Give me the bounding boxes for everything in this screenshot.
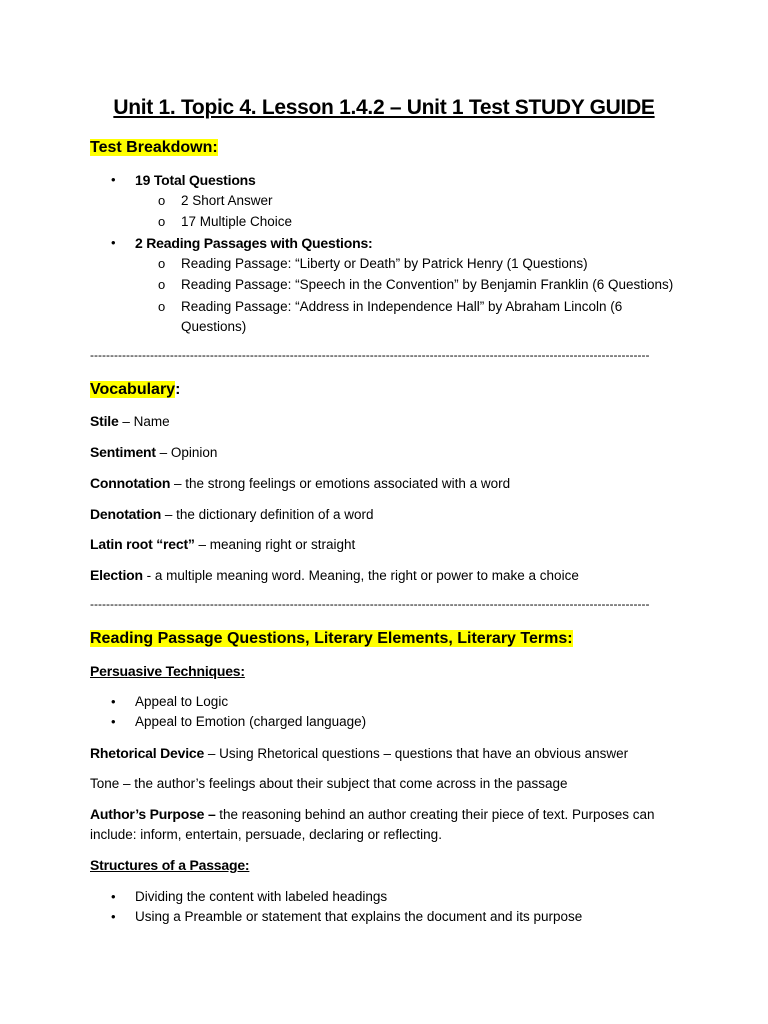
bullet-dot: •	[111, 694, 116, 709]
test-breakdown-heading: Test Breakdown:	[90, 139, 218, 156]
breakdown-item-passages: 2 Reading Passages with Questions:	[135, 235, 373, 251]
bullet-dot: •	[111, 909, 116, 924]
structures-heading: Structures of a Passage:	[90, 857, 250, 873]
persuasive-item: Appeal to Logic	[135, 694, 229, 709]
vocab-entry: Latin root “rect” – meaning right or straight	[90, 536, 356, 552]
bullet-dot: •	[111, 172, 116, 187]
structure-item: Using a Preamble or statement that explains the document and its purpose	[135, 909, 583, 924]
breakdown-subitem-cont: Questions)	[181, 319, 247, 334]
breakdown-subitem: 17 Multiple Choice	[181, 214, 293, 229]
vocab-entry: Denotation – the dictionary definition of a word	[90, 506, 374, 522]
circle-bullet: o	[158, 193, 166, 208]
divider-line: --------------------------------------------------------------------------------------------------------------------------------------------	[90, 597, 650, 611]
authors-purpose-entry: Author’s Purpose – the reasoning behind an author creating their piece of text. Purposes can	[90, 806, 655, 822]
circle-bullet: o	[158, 277, 166, 292]
divider-line: --------------------------------------------------------------------------------------------------------------------------------------------	[90, 348, 650, 362]
breakdown-subitem: 2 Short Answer	[181, 193, 273, 208]
breakdown-subitem: Reading Passage: “Liberty or Death” by Patrick Henry (1 Questions)	[181, 256, 588, 271]
persuasive-item: Appeal to Emotion (charged language)	[135, 714, 367, 729]
vocab-entry: Stile – Name	[90, 413, 170, 429]
breakdown-subitem: Reading Passage: “Address in Independence Hall” by Abraham Lincoln (6	[181, 299, 623, 314]
persuasive-techniques-heading: Persuasive Techniques:	[90, 663, 245, 679]
rhetorical-device-entry: Rhetorical Device – Using Rhetorical questions – questions that have an obvious answer	[90, 745, 629, 761]
structure-item: Dividing the content with labeled headings	[135, 889, 388, 904]
circle-bullet: o	[158, 256, 166, 271]
vocab-entry: Election - a multiple meaning word. Meaning, the right or power to make a choice	[90, 567, 579, 583]
circle-bullet: o	[158, 299, 166, 314]
vocabulary-heading: Vocabulary:	[90, 381, 181, 398]
authors-purpose-cont: include: inform, entertain, persuade, declaring or reflecting.	[90, 827, 442, 842]
literary-heading: Reading Passage Questions, Literary Elements, Literary Terms:	[90, 630, 573, 647]
circle-bullet: o	[158, 214, 166, 229]
breakdown-subitem: Reading Passage: “Speech in the Convention” by Benjamin Franklin (6 Questions)	[181, 277, 674, 292]
bullet-dot: •	[111, 235, 116, 250]
bullet-dot: •	[111, 714, 116, 729]
page-title: Unit 1. Topic 4. Lesson 1.4.2 – Unit 1 Test STUDY GUIDE	[113, 96, 655, 119]
vocab-entry: Sentiment – Opinion	[90, 444, 218, 460]
tone-entry: Tone – the author’s feelings about their subject that come across in the passage	[90, 776, 568, 791]
vocab-entry: Connotation – the strong feelings or emotions associated with a word	[90, 475, 511, 491]
bullet-dot: •	[111, 889, 116, 904]
breakdown-item-total: 19 Total Questions	[135, 172, 256, 188]
